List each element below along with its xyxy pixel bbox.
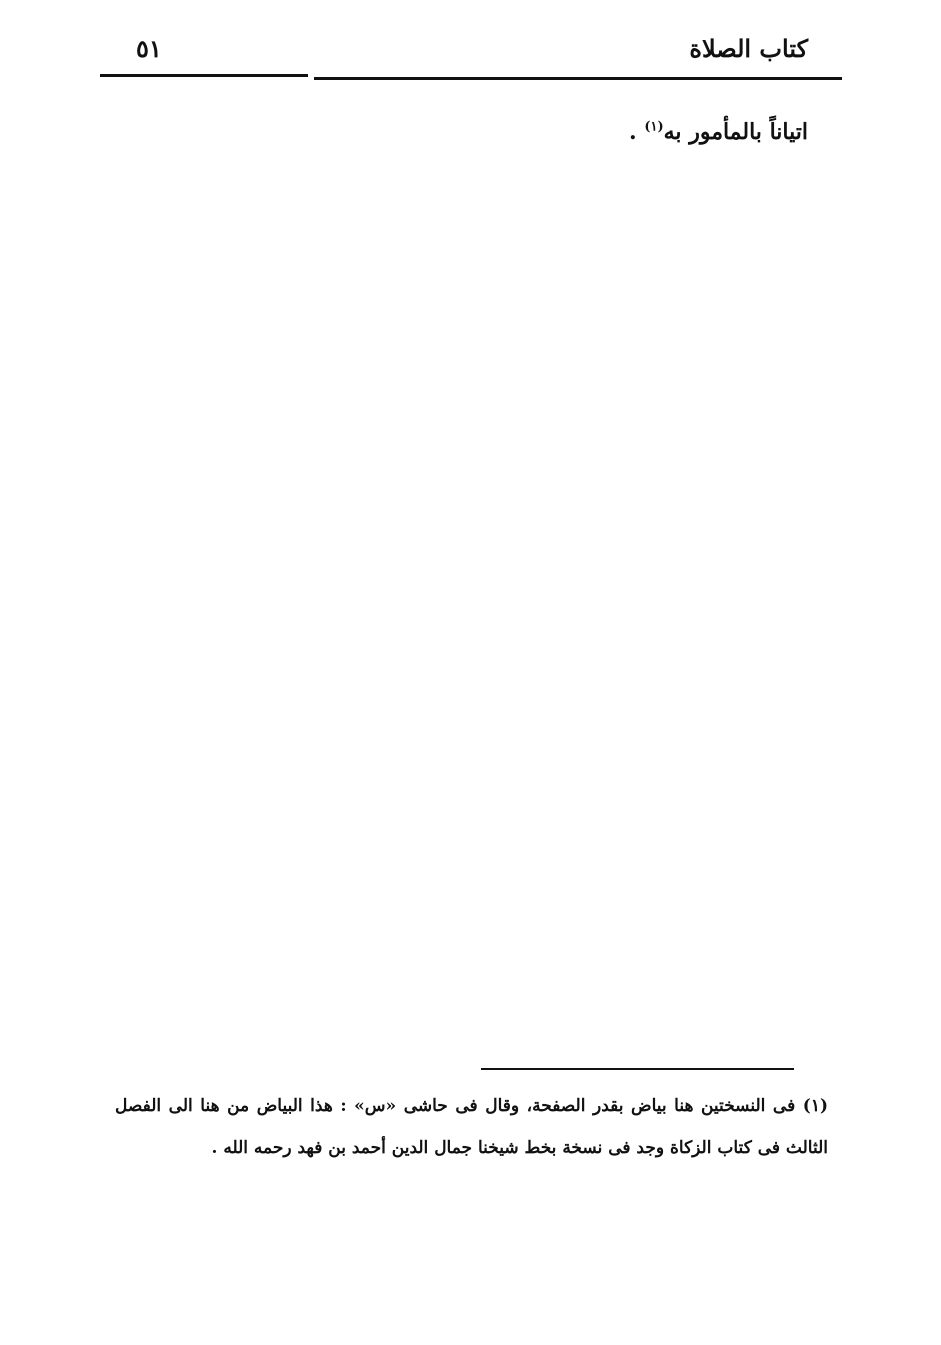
body-text-period: .: [629, 119, 645, 145]
footnote: [115, 1085, 828, 1169]
running-title: كتاب الصلاة: [689, 34, 808, 63]
body-text-line: اتياناً بالمأمور به: [663, 119, 808, 145]
footnote-text: (١) فى النسختين هنا بياض بقدر الصفحة، وقال فى حاشى «س» : هذا البياض من هنا الى الفصل الثالث فى كتاب الزكاة وجد فى نسخة بخط شيخنا جمال الدين أحمد بن فهد رحمه الله .: [115, 1096, 828, 1158]
page-number: ٥١: [136, 34, 162, 63]
footnote-separator-rule: [481, 1068, 794, 1070]
header-rule-right: [314, 77, 842, 80]
body-paragraph: [118, 112, 808, 152]
footnote-reference[interactable]: (١): [644, 119, 664, 135]
header-rule-left: [100, 74, 308, 77]
